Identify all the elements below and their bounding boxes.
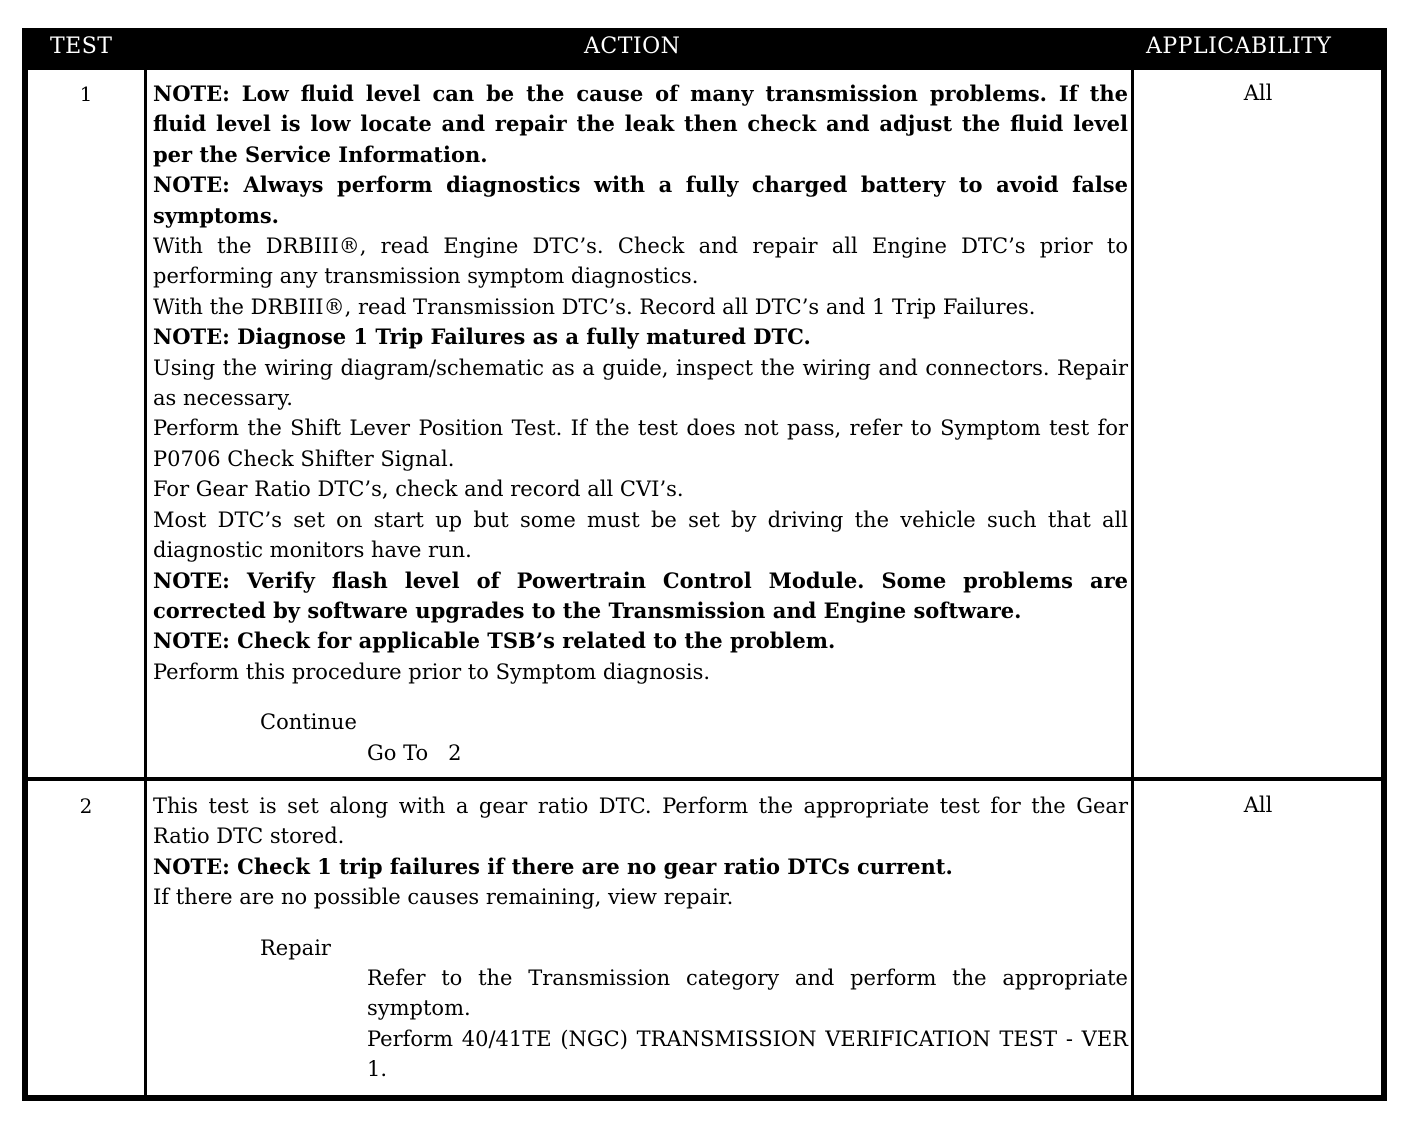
diagnostic-table — [22, 28, 1387, 1101]
row-1-applicability: All — [1243, 81, 1273, 105]
note-line: NOTE: Check for applicable TSB’s related to the problem. — [153, 628, 836, 654]
action-line: With the DRBIII®, read Transmission DTC’s. Record all DTC’s and 1 Trip Failures. — [153, 294, 1036, 319]
row-1-test-number: 1 — [79, 82, 93, 106]
action-line: Using the wiring diagram/schematic as a guide, inspect the wiring and connectors. Repair as necessary. — [153, 355, 1128, 411]
action-line: Perform the Shift Lever Position Test. If the test does not pass, refer to Symptom test for P0706 Check Shifter Signal. — [153, 416, 1128, 471]
note-line: NOTE: Low fluid level can be the cause of many transmission problems. If the fluid level is low locate and repair the leak then check and adjust the fluid level per the Service Information. — [153, 81, 1128, 167]
header-test: TEST — [50, 34, 113, 59]
row-2-test-number: 2 — [79, 794, 93, 818]
column-divider-test — [144, 70, 147, 1095]
header-applicability: APPLICABILITY — [1146, 34, 1332, 59]
row-1-action — [153, 79, 1128, 768]
action-line: This test is set along with a gear ratio DTC. Perform the appropriate test for the Gear Ratio DTC stored. — [153, 794, 1128, 849]
row-2-action — [153, 791, 1128, 1085]
column-divider-applicability — [1131, 70, 1134, 1095]
action-line: For Gear Ratio DTC’s, check and record all CVI’s. — [153, 477, 684, 502]
note-line: NOTE: Check 1 trip failures if there are no gear ratio DTCs current. — [153, 853, 953, 879]
row-divider — [28, 777, 1381, 781]
action-line: With the DRBIII®, read Engine DTC’s. Check and repair all Engine DTC’s prior to performing any transmission symptom diagnostics. — [153, 234, 1128, 289]
note-line: NOTE: Verify flash level of Powertrain Control Module. Some problems are corrected by software upgrades to the Transmission and Engine software. — [153, 567, 1128, 623]
header-action: ACTION — [584, 34, 681, 59]
repair-step: Perform 40/41TE (NGC) TRANSMISSION VERIFICATION TEST - VER 1. — [367, 1026, 1128, 1082]
action-line: If there are no possible causes remaining, view repair. — [153, 885, 734, 910]
goto-link[interactable]: Go To 2 — [367, 740, 462, 765]
note-line: NOTE: Diagnose 1 Trip Failures as a fully matured DTC. — [153, 324, 811, 350]
outcome-label-repair: Repair — [260, 935, 331, 960]
action-line: Most DTC’s set on start up but some must be set by driving the vehicle such that all diagnostic monitors have run. — [153, 507, 1128, 563]
repair-step: Refer to the Transmission category and perform the appropriate symptom. — [367, 966, 1128, 1021]
table-header — [22, 28, 1387, 70]
row-2-applicability: All — [1243, 793, 1273, 817]
note-line: NOTE: Always perform diagnostics with a fully charged battery to avoid false symptoms. — [153, 172, 1128, 228]
action-line: Perform this procedure prior to Symptom diagnosis. — [153, 659, 711, 684]
outcome-label-continue: Continue — [260, 710, 357, 735]
